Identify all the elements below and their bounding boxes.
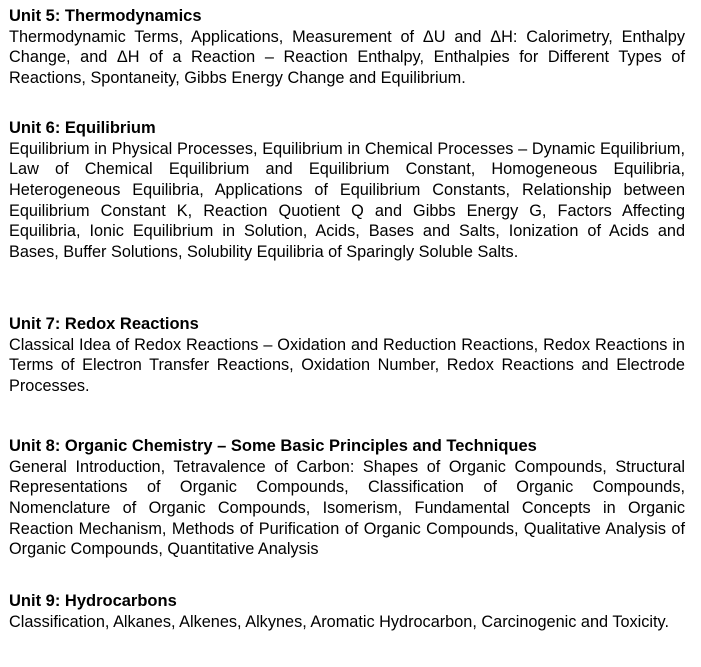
unit-5-body: Thermodynamic Terms, Applications, Measurement of ΔU and ΔH: Calorimetry, Enthalpy Change, and ΔH of a Reaction – Reaction Enthalpy, Enthalpies for Different Types of Reactions, Spontaneity, Gibbs Energy Change and Equilibrium.	[9, 27, 685, 87]
unit-8-section	[9, 436, 685, 560]
unit-9-section	[9, 591, 685, 632]
unit-6-title: Unit 6: Equilibrium	[9, 119, 156, 137]
unit-5-title: Unit 5: Thermodynamics	[9, 7, 202, 25]
unit-6-body: Equilibrium in Physical Processes, Equilibrium in Chemical Processes – Dynamic Equilibrium, Law of Chemical Equilibrium and Equilibrium Constant, Homogeneous Equilibria, Heterogeneous Equilibria, Applications of Equilibrium Constants, Relationship between Equilibrium Constant K, Reaction Quotient Q and Gibbs Energy G, Factors Affecting Equilibria, Ionic Equilibrium in Solution, Acids, Bases and Salts, Ionization of Acids and Bases, Buffer Solutions, Solubility Equilibria of Sparingly Soluble Salts.	[9, 139, 685, 262]
unit-7-body: Classical Idea of Redox Reactions – Oxidation and Reduction Reactions, Redox Reactions in Terms of Electron Transfer Reactions, Oxidation Number, Redox Reactions and Electrode Processes.	[9, 335, 685, 395]
unit-7-section	[9, 314, 685, 397]
unit-7-title: Unit 7: Redox Reactions	[9, 315, 199, 333]
unit-9-title: Unit 9: Hydrocarbons	[9, 592, 177, 610]
unit-8-title: Unit 8: Organic Chemistry – Some Basic Principles and Techniques	[9, 437, 537, 455]
unit-8-body: General Introduction, Tetravalence of Carbon: Shapes of Organic Compounds, Structural Representations of Organic Compounds, Classification of Organic Compounds, Nomenclature of Organic Compounds, Isomerism, Fundamental Concepts in Organic Reaction Mechanism, Methods of Purification of Organic Compounds, Qualitative Analysis of Organic Compounds, Quantitative Analysis	[9, 457, 685, 559]
unit-6-section	[9, 118, 685, 263]
unit-9-body: Classification, Alkanes, Alkenes, Alkynes, Aromatic Hydrocarbon, Carcinogenic and Toxicity.	[9, 612, 670, 631]
unit-5-section	[9, 6, 685, 89]
